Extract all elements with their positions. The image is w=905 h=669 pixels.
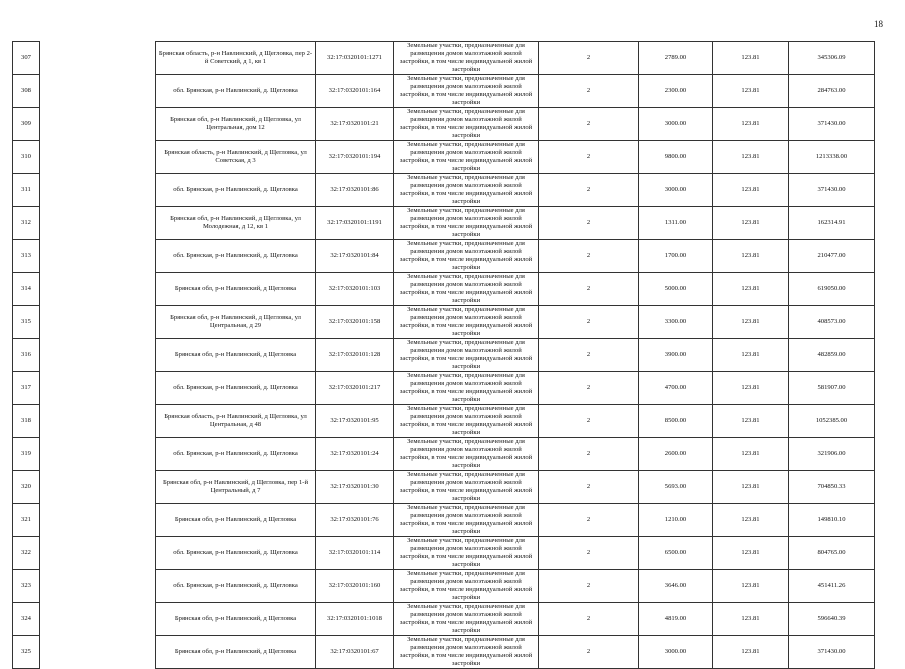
land-use-cell: Земельные участки, предназначенные для размещения домов малоэтажной жилой застройки, в том числе индивидуальной жилой застройки bbox=[394, 405, 539, 438]
group-cell: 2 bbox=[539, 174, 639, 207]
rate-cell: 123.81 bbox=[713, 75, 789, 108]
cost-cell: 408573.00 bbox=[789, 306, 875, 339]
table-row bbox=[13, 42, 875, 75]
row-number-cell: 313 bbox=[13, 240, 40, 273]
row-number-cell: 310 bbox=[13, 141, 40, 174]
cost-cell: 149810.10 bbox=[789, 504, 875, 537]
rate-cell: 123.81 bbox=[713, 273, 789, 306]
row-number-cell: 320 bbox=[13, 471, 40, 504]
rate-cell: 123.81 bbox=[713, 636, 789, 669]
cost-cell: 596640.39 bbox=[789, 603, 875, 636]
rate-cell: 123.81 bbox=[713, 372, 789, 405]
land-use-cell: Земельные участки, предназначенные для размещения домов малоэтажной жилой застройки, в том числе индивидуальной жилой застройки bbox=[394, 471, 539, 504]
row-number-cell: 317 bbox=[13, 372, 40, 405]
row-number-cell: 319 bbox=[13, 438, 40, 471]
cost-cell: 1213338.00 bbox=[789, 141, 875, 174]
area-cell: 3300.00 bbox=[639, 306, 713, 339]
rate-cell: 123.81 bbox=[713, 438, 789, 471]
empty-gap-cell bbox=[40, 372, 156, 405]
rate-cell: 123.81 bbox=[713, 471, 789, 504]
land-use-cell: Земельные участки, предназначенные для размещения домов малоэтажной жилой застройки, в том числе индивидуальной жилой застройки bbox=[394, 636, 539, 669]
address-cell: Брянская область, р-н Навлинский, д Щегловка, ул Центральная, д 48 bbox=[156, 405, 316, 438]
land-use-cell: Земельные участки, предназначенные для размещения домов малоэтажной жилой застройки, в том числе индивидуальной жилой застройки bbox=[394, 108, 539, 141]
address-cell: обл. Брянская, р-н Навлинский, д. Щегловка bbox=[156, 372, 316, 405]
land-use-cell: Земельные участки, предназначенные для размещения домов малоэтажной жилой застройки, в том числе индивидуальной жилой застройки bbox=[394, 603, 539, 636]
cost-cell: 704850.33 bbox=[789, 471, 875, 504]
address-cell: обл. Брянская, р-н Навлинский, д. Щегловка bbox=[156, 438, 316, 471]
address-cell: обл. Брянская, р-н Навлинский, д. Щегловка bbox=[156, 570, 316, 603]
cadastral-number-cell: 32:17:0320101:160 bbox=[316, 570, 394, 603]
cost-cell: 284763.00 bbox=[789, 75, 875, 108]
group-cell: 2 bbox=[539, 240, 639, 273]
group-cell: 2 bbox=[539, 537, 639, 570]
area-cell: 3000.00 bbox=[639, 174, 713, 207]
table-row bbox=[13, 537, 875, 570]
cost-cell: 581907.00 bbox=[789, 372, 875, 405]
rate-cell: 123.81 bbox=[713, 207, 789, 240]
table-row bbox=[13, 273, 875, 306]
address-cell: Брянская обл, р-н Навлинский, д Щегловка bbox=[156, 339, 316, 372]
address-cell: обл. Брянская, р-н Навлинский, д. Щегловка bbox=[156, 75, 316, 108]
row-number-cell: 321 bbox=[13, 504, 40, 537]
table-row bbox=[13, 603, 875, 636]
land-use-cell: Земельные участки, предназначенные для размещения домов малоэтажной жилой застройки, в том числе индивидуальной жилой застройки bbox=[394, 207, 539, 240]
row-number-cell: 315 bbox=[13, 306, 40, 339]
cost-cell: 482859.00 bbox=[789, 339, 875, 372]
address-cell: обл. Брянская, р-н Навлинский, д. Щегловка bbox=[156, 174, 316, 207]
area-cell: 5000.00 bbox=[639, 273, 713, 306]
group-cell: 2 bbox=[539, 570, 639, 603]
cadastral-number-cell: 32:17:0320101:1018 bbox=[316, 603, 394, 636]
rate-cell: 123.81 bbox=[713, 240, 789, 273]
group-cell: 2 bbox=[539, 108, 639, 141]
cost-cell: 619050.00 bbox=[789, 273, 875, 306]
rate-cell: 123.81 bbox=[713, 108, 789, 141]
group-cell: 2 bbox=[539, 75, 639, 108]
table-row bbox=[13, 141, 875, 174]
area-cell: 9800.00 bbox=[639, 141, 713, 174]
row-number-cell: 323 bbox=[13, 570, 40, 603]
land-use-cell: Земельные участки, предназначенные для размещения домов малоэтажной жилой застройки, в том числе индивидуальной жилой застройки bbox=[394, 339, 539, 372]
land-use-cell: Земельные участки, предназначенные для размещения домов малоэтажной жилой застройки, в том числе индивидуальной жилой застройки bbox=[394, 42, 539, 75]
area-cell: 6500.00 bbox=[639, 537, 713, 570]
empty-gap-cell bbox=[40, 108, 156, 141]
cadastral-number-cell: 32:17:0320101:194 bbox=[316, 141, 394, 174]
rate-cell: 123.81 bbox=[713, 174, 789, 207]
group-cell: 2 bbox=[539, 372, 639, 405]
table-row bbox=[13, 108, 875, 141]
address-cell: Брянская обл, р-н Навлинский, д Щегловка, ул Центральная, д 29 bbox=[156, 306, 316, 339]
row-number-cell: 311 bbox=[13, 174, 40, 207]
table-row bbox=[13, 207, 875, 240]
cost-cell: 371430.00 bbox=[789, 108, 875, 141]
table-row bbox=[13, 75, 875, 108]
cost-cell: 162314.91 bbox=[789, 207, 875, 240]
address-cell: Брянская обл, р-н Навлинский, д Щегловка bbox=[156, 603, 316, 636]
empty-gap-cell bbox=[40, 75, 156, 108]
cost-cell: 210477.00 bbox=[789, 240, 875, 273]
empty-gap-cell bbox=[40, 273, 156, 306]
group-cell: 2 bbox=[539, 42, 639, 75]
cadastral-number-cell: 32:17:0320101:1191 bbox=[316, 207, 394, 240]
area-cell: 4700.00 bbox=[639, 372, 713, 405]
group-cell: 2 bbox=[539, 636, 639, 669]
area-cell: 2789.00 bbox=[639, 42, 713, 75]
land-use-cell: Земельные участки, предназначенные для размещения домов малоэтажной жилой застройки, в том числе индивидуальной жилой застройки bbox=[394, 240, 539, 273]
empty-gap-cell bbox=[40, 537, 156, 570]
empty-gap-cell bbox=[40, 174, 156, 207]
group-cell: 2 bbox=[539, 504, 639, 537]
cadastral-number-cell: 32:17:0320101:1271 bbox=[316, 42, 394, 75]
table-body bbox=[13, 42, 875, 669]
cadastral-number-cell: 32:17:0320101:114 bbox=[316, 537, 394, 570]
empty-gap-cell bbox=[40, 405, 156, 438]
area-cell: 1311.00 bbox=[639, 207, 713, 240]
table-row bbox=[13, 339, 875, 372]
row-number-cell: 324 bbox=[13, 603, 40, 636]
area-cell: 8500.00 bbox=[639, 405, 713, 438]
rate-cell: 123.81 bbox=[713, 306, 789, 339]
empty-gap-cell bbox=[40, 306, 156, 339]
area-cell: 3646.00 bbox=[639, 570, 713, 603]
table-row bbox=[13, 240, 875, 273]
table-row bbox=[13, 570, 875, 603]
empty-gap-cell bbox=[40, 471, 156, 504]
cadastral-number-cell: 32:17:0320101:86 bbox=[316, 174, 394, 207]
group-cell: 2 bbox=[539, 141, 639, 174]
address-cell: Брянская обл, р-н Навлинский, д Щегловка, пер 1-й Центральный, д 7 bbox=[156, 471, 316, 504]
rate-cell: 123.81 bbox=[713, 537, 789, 570]
table-row bbox=[13, 405, 875, 438]
row-number-cell: 312 bbox=[13, 207, 40, 240]
row-number-cell: 316 bbox=[13, 339, 40, 372]
table-row bbox=[13, 438, 875, 471]
address-cell: Брянская обл, р-н Навлинский, д Щегловка bbox=[156, 504, 316, 537]
group-cell: 2 bbox=[539, 438, 639, 471]
row-number-cell: 318 bbox=[13, 405, 40, 438]
empty-gap-cell bbox=[40, 570, 156, 603]
cost-cell: 1052385.00 bbox=[789, 405, 875, 438]
page-number: 18 bbox=[874, 19, 883, 29]
group-cell: 2 bbox=[539, 306, 639, 339]
address-cell: Брянская область, р-н Навлинский, д Щегловка, ул Советская, д 3 bbox=[156, 141, 316, 174]
area-cell: 3900.00 bbox=[639, 339, 713, 372]
rate-cell: 123.81 bbox=[713, 42, 789, 75]
cadastral-number-cell: 32:17:0320101:67 bbox=[316, 636, 394, 669]
table-row bbox=[13, 174, 875, 207]
group-cell: 2 bbox=[539, 471, 639, 504]
row-number-cell: 307 bbox=[13, 42, 40, 75]
row-number-cell: 325 bbox=[13, 636, 40, 669]
land-use-cell: Земельные участки, предназначенные для размещения домов малоэтажной жилой застройки, в том числе индивидуальной жилой застройки bbox=[394, 306, 539, 339]
group-cell: 2 bbox=[539, 603, 639, 636]
cost-cell: 451411.26 bbox=[789, 570, 875, 603]
cadastral-number-cell: 32:17:0320101:158 bbox=[316, 306, 394, 339]
table-row bbox=[13, 471, 875, 504]
group-cell: 2 bbox=[539, 405, 639, 438]
table-row bbox=[13, 504, 875, 537]
land-use-cell: Земельные участки, предназначенные для размещения домов малоэтажной жилой застройки, в том числе индивидуальной жилой застройки bbox=[394, 273, 539, 306]
rate-cell: 123.81 bbox=[713, 339, 789, 372]
area-cell: 5693.00 bbox=[639, 471, 713, 504]
row-number-cell: 314 bbox=[13, 273, 40, 306]
rate-cell: 123.81 bbox=[713, 570, 789, 603]
area-cell: 2600.00 bbox=[639, 438, 713, 471]
rate-cell: 123.81 bbox=[713, 504, 789, 537]
rate-cell: 123.81 bbox=[713, 603, 789, 636]
cadastral-number-cell: 32:17:0320101:24 bbox=[316, 438, 394, 471]
empty-gap-cell bbox=[40, 636, 156, 669]
address-cell: Брянская обл, р-н Навлинский, д Щегловка, ул Молодежная, д 12, кв 1 bbox=[156, 207, 316, 240]
cadastral-number-cell: 32:17:0320101:95 bbox=[316, 405, 394, 438]
address-cell: Брянская обл, р-н Навлинский, д Щегловка, ул Центральная, дом 12 bbox=[156, 108, 316, 141]
cadastral-number-cell: 32:17:0320101:76 bbox=[316, 504, 394, 537]
land-use-cell: Земельные участки, предназначенные для размещения домов малоэтажной жилой застройки, в том числе индивидуальной жилой застройки bbox=[394, 174, 539, 207]
area-cell: 1210.00 bbox=[639, 504, 713, 537]
rate-cell: 123.81 bbox=[713, 141, 789, 174]
cadastral-number-cell: 32:17:0320101:21 bbox=[316, 108, 394, 141]
address-cell: Брянская обл, р-н Навлинский, д Щегловка bbox=[156, 636, 316, 669]
cadastral-number-cell: 32:17:0320101:128 bbox=[316, 339, 394, 372]
table-row bbox=[13, 306, 875, 339]
empty-gap-cell bbox=[40, 339, 156, 372]
address-cell: обл. Брянская, р-н Навлинский, д. Щегловка bbox=[156, 537, 316, 570]
address-cell: обл. Брянская, р-н Навлинский, д. Щегловка bbox=[156, 240, 316, 273]
empty-gap-cell bbox=[40, 240, 156, 273]
area-cell: 2300.00 bbox=[639, 75, 713, 108]
area-cell: 3000.00 bbox=[639, 636, 713, 669]
group-cell: 2 bbox=[539, 207, 639, 240]
land-plot-table bbox=[12, 41, 875, 669]
cost-cell: 321906.00 bbox=[789, 438, 875, 471]
cost-cell: 371430.00 bbox=[789, 174, 875, 207]
area-cell: 4819.00 bbox=[639, 603, 713, 636]
cadastral-number-cell: 32:17:0320101:217 bbox=[316, 372, 394, 405]
empty-gap-cell bbox=[40, 42, 156, 75]
land-use-cell: Земельные участки, предназначенные для размещения домов малоэтажной жилой застройки, в том числе индивидуальной жилой застройки bbox=[394, 141, 539, 174]
land-use-cell: Земельные участки, предназначенные для размещения домов малоэтажной жилой застройки, в том числе индивидуальной жилой застройки bbox=[394, 504, 539, 537]
empty-gap-cell bbox=[40, 504, 156, 537]
group-cell: 2 bbox=[539, 273, 639, 306]
cadastral-number-cell: 32:17:0320101:30 bbox=[316, 471, 394, 504]
area-cell: 3000.00 bbox=[639, 108, 713, 141]
empty-gap-cell bbox=[40, 438, 156, 471]
address-cell: Брянская обл, р-н Навлинский, д Щегловка bbox=[156, 273, 316, 306]
cost-cell: 345306.09 bbox=[789, 42, 875, 75]
cost-cell: 804765.00 bbox=[789, 537, 875, 570]
land-use-cell: Земельные участки, предназначенные для размещения домов малоэтажной жилой застройки, в том числе индивидуальной жилой застройки bbox=[394, 372, 539, 405]
row-number-cell: 309 bbox=[13, 108, 40, 141]
empty-gap-cell bbox=[40, 603, 156, 636]
land-use-cell: Земельные участки, предназначенные для размещения домов малоэтажной жилой застройки, в том числе индивидуальной жилой застройки bbox=[394, 537, 539, 570]
rate-cell: 123.81 bbox=[713, 405, 789, 438]
land-use-cell: Земельные участки, предназначенные для размещения домов малоэтажной жилой застройки, в том числе индивидуальной жилой застройки bbox=[394, 75, 539, 108]
cadastral-number-cell: 32:17:0320101:84 bbox=[316, 240, 394, 273]
row-number-cell: 308 bbox=[13, 75, 40, 108]
empty-gap-cell bbox=[40, 141, 156, 174]
area-cell: 1700.00 bbox=[639, 240, 713, 273]
table-row bbox=[13, 636, 875, 669]
address-cell: Брянская область, р-н Навлинский, д Щегловка, пер 2-й Советский, д 1, кв 1 bbox=[156, 42, 316, 75]
land-use-cell: Земельные участки, предназначенные для размещения домов малоэтажной жилой застройки, в том числе индивидуальной жилой застройки bbox=[394, 570, 539, 603]
row-number-cell: 322 bbox=[13, 537, 40, 570]
cadastral-number-cell: 32:17:0320101:164 bbox=[316, 75, 394, 108]
cost-cell: 371430.00 bbox=[789, 636, 875, 669]
group-cell: 2 bbox=[539, 339, 639, 372]
empty-gap-cell bbox=[40, 207, 156, 240]
land-use-cell: Земельные участки, предназначенные для размещения домов малоэтажной жилой застройки, в том числе индивидуальной жилой застройки bbox=[394, 438, 539, 471]
table-row bbox=[13, 372, 875, 405]
cadastral-number-cell: 32:17:0320101:103 bbox=[316, 273, 394, 306]
